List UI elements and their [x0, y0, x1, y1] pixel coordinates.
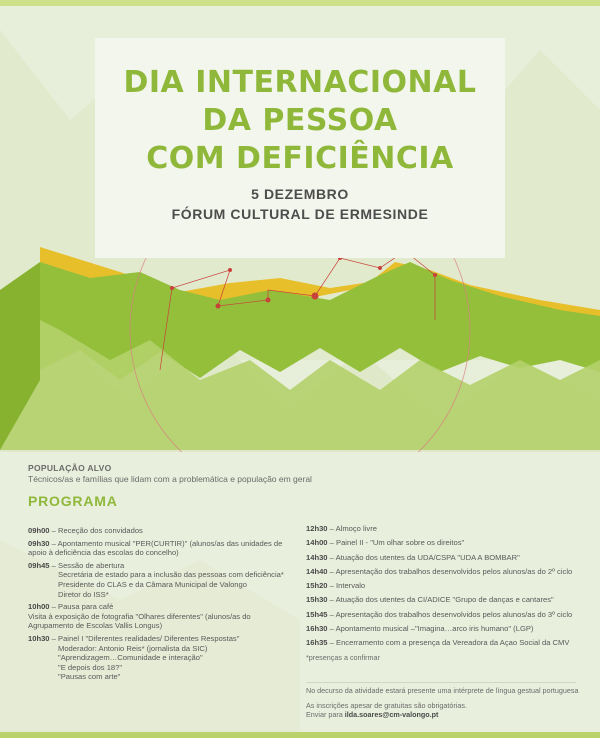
item-time: 14h00 — [306, 538, 328, 548]
program-item — [306, 538, 591, 548]
item-text: Visita à exposição de fotografia "Olhares diferentes" (alunos/as do — [28, 611, 251, 621]
program-item — [306, 524, 591, 534]
program-item — [306, 595, 591, 605]
program-item — [28, 561, 303, 599]
footnote-confirm: *presenças a confirmar — [306, 652, 380, 662]
event-venue: FÓRUM CULTURAL DE ERMESINDE — [171, 206, 429, 222]
program-item — [306, 581, 591, 591]
item-time: 10h00 — [28, 602, 50, 612]
program-item — [306, 638, 591, 648]
program-afternoon — [306, 524, 591, 662]
item-time: 15h30 — [306, 595, 328, 605]
title-line-1: DIA INTERNACIONAL — [123, 65, 477, 100]
program-item — [28, 539, 303, 558]
program-morning — [28, 526, 303, 685]
item-text: apoio à deficiência das escolas do concelho) — [28, 548, 179, 558]
item-text: – Painel II - "Um olhar sobre os direitos" — [329, 538, 465, 548]
item-text: Diretor do ISS* — [58, 589, 109, 599]
item-text: – Almoço livre — [329, 524, 377, 533]
item-text: – Apontamento musical "PER(CURTIR)" (alunos/as das unidades de — [51, 538, 283, 548]
contact-email[interactable]: ilda.soares@cm-valongo.pt — [344, 710, 439, 719]
program-item — [28, 602, 303, 631]
item-time: 14h30 — [306, 552, 328, 562]
item-text: – Apresentação dos trabalhos desenvolvidos pelos alunos/as do 2º ciclo — [329, 566, 573, 576]
item-text: – Pausa para café — [51, 602, 114, 612]
registration-note: As inscrições apesar de gratuitas são obrigatórias. — [306, 701, 468, 710]
item-time: 09h30 — [28, 538, 50, 548]
item-text: "Pausas com arte" — [58, 672, 121, 682]
program-item — [306, 610, 591, 620]
item-text: – Intervalo — [329, 581, 366, 591]
item-text: Secretária de estado para a inclusão das pessoas com deficiência* — [58, 570, 284, 580]
item-time: 15h20 — [306, 581, 328, 591]
item-time: 15h45 — [306, 609, 328, 619]
item-time: 12h30 — [306, 524, 328, 533]
population-heading: POPULAÇÃO ALVO — [28, 463, 112, 473]
event-date: 5 DEZEMBRO — [251, 186, 349, 202]
send-label: Enviar para — [306, 710, 343, 719]
item-text: – Receção dos convidados — [51, 526, 143, 535]
program-item — [28, 634, 303, 682]
item-time: 10h30 — [28, 633, 50, 643]
item-text: – Apontamento musical –"Imagina…arco iris humano" (LGP) — [329, 623, 534, 633]
item-text: "E depois dos 18?" — [58, 662, 123, 672]
event-title — [95, 64, 505, 178]
item-text: Presidente do CLAS e da Câmara Municipal de Valongo — [58, 579, 247, 589]
item-text: – Encerramento com a presença da Vereadora da Açao Social da CMV — [329, 638, 570, 648]
item-time: 09h00 — [28, 526, 50, 535]
item-text: – Apresentação dos trabalhos desenvolvidos pelos alunos/as do 3º ciclo — [329, 609, 573, 619]
item-time: 16h30 — [306, 623, 328, 633]
lgp-note: No decurso da atividade estará presente uma intérprete de língua gestual portuguesa — [306, 686, 579, 695]
bottom-stripe — [0, 732, 600, 738]
divider — [306, 682, 576, 683]
item-text: – Atuação dos utentes da UDA/CSPA "UDA A BOMBAR" — [329, 552, 520, 562]
item-text: – Atuação dos utentes da CI/ADICE "Grupo de danças e cantares" — [329, 595, 554, 605]
item-time: 14h40 — [306, 566, 328, 576]
item-text: "Aprendizagem…Comunidade e interação" — [58, 653, 203, 663]
item-time: 09h45 — [28, 560, 50, 570]
item-text: Moderador: Antonio Reis* (jornalista da SIC) — [58, 643, 208, 653]
item-time: 16h35 — [306, 638, 328, 648]
item-text: – Sessão de abertura — [51, 560, 125, 570]
contact-line — [306, 710, 596, 720]
population-text: Técnicos/as e famílias que lidam com a problemática e população em geral — [28, 474, 312, 484]
item-text: Agrupamento de Escolas Vallis Longus) — [28, 621, 163, 631]
program-item — [306, 567, 591, 577]
program-item — [306, 553, 591, 563]
program-item — [28, 526, 303, 536]
item-text: – Painel I "Diferentes realidades/ Diferentes Respostas" — [51, 633, 240, 643]
program-item — [306, 624, 591, 634]
title-line-2: DA PESSOA — [202, 103, 398, 138]
title-line-3: COM DEFICIÊNCIA — [146, 141, 454, 176]
program-heading: PROGRAMA — [28, 493, 118, 509]
